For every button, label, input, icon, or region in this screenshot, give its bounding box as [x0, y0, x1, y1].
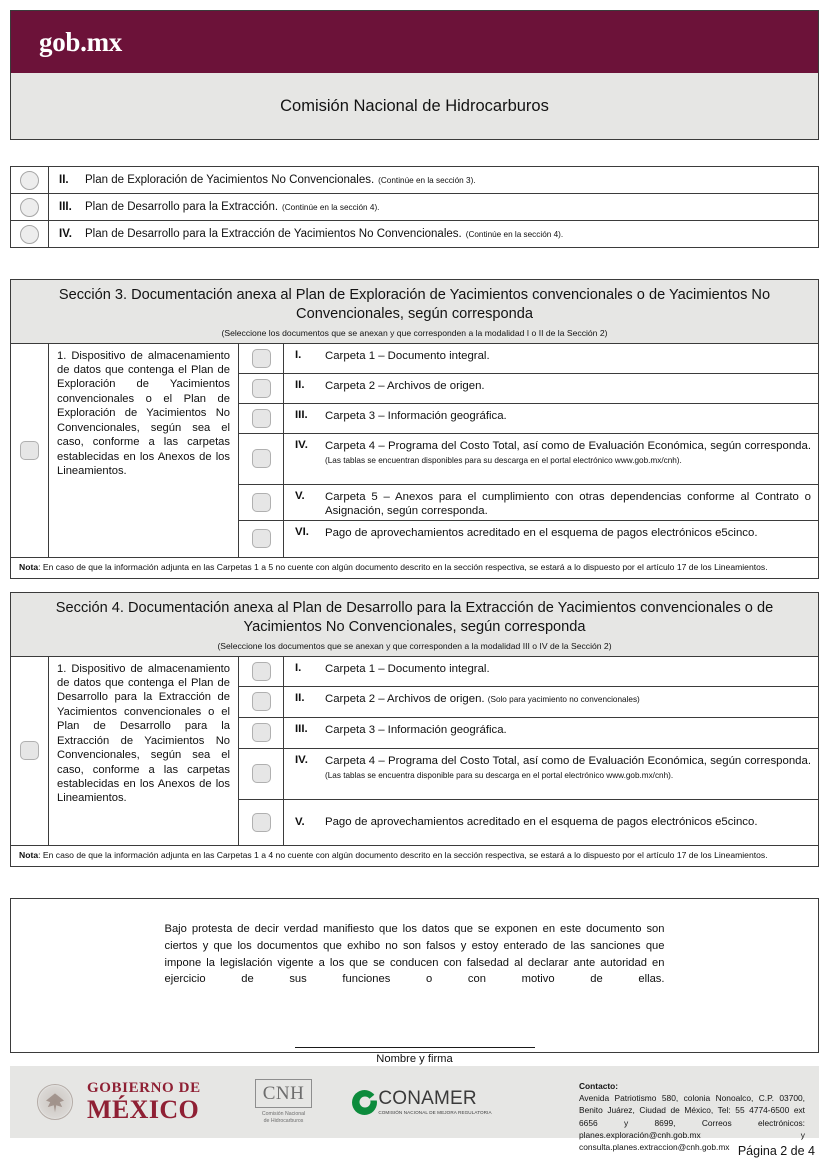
- modality-checkbox-cell-iv[interactable]: [11, 221, 49, 247]
- note-label: Nota: [19, 561, 39, 572]
- modality-numeral: II.: [59, 174, 69, 186]
- list-item[interactable]: [239, 657, 818, 687]
- item-numeral: V.: [295, 489, 305, 502]
- signature-label: Nombre y firma: [376, 1053, 453, 1066]
- modality-row-ii[interactable]: [11, 167, 818, 194]
- note-text: : En caso de que la información adjunta en las Carpetas 1 a 5 no cuente con algún documento descrito en la sección respectiva, se estará a lo dispuesto por el artículo 17 de los Lineamientos.: [38, 561, 768, 572]
- item-label: Carpeta 4 – Programa del Costo Total, así como de Evaluación Económica, según corresponda.: [325, 754, 811, 767]
- section-4-items-list: [239, 657, 818, 845]
- checkbox-square-icon[interactable]: [252, 409, 271, 428]
- checkbox-square-icon[interactable]: [252, 529, 271, 548]
- item-numeral: IV.: [295, 438, 308, 451]
- item-body: [284, 657, 818, 686]
- item-note: (Las tablas se encuentran disponibles para su descarga en el portal electrónico www.gob.mx/cnh).: [325, 456, 682, 466]
- section-4-subtitle: (Seleccione los documentos que se anexan y que corresponden a la modalidad III o IV de la Sección 2): [217, 640, 612, 651]
- note-text: : En caso de que la información adjunta en las Carpetas 1 a 4 no cuente con algún documento descrito en la sección respectiva, se estará a lo dispuesto por el artículo 17 de los Lineamientos.: [38, 849, 768, 860]
- gobierno-line2: MÉXICO: [87, 1095, 200, 1125]
- contact-text: Avenida Patriotismo 580, colonia Nonoalco, C.P. 03700, Benito Juárez, Ciudad de México, Tel: 55 4774-6500 ext 6656 y 8699, Correos electrónicos: planes.exploración@cnh.gob.mx y consulta.planes.extraccion@cnh.gob.mx: [579, 1093, 805, 1152]
- item-checkbox-cell[interactable]: [239, 485, 284, 520]
- conamer-text: [378, 1089, 491, 1115]
- note-label: Nota: [19, 849, 39, 860]
- cnh-subtitle-line2: de Hidrocarburos: [263, 1118, 304, 1125]
- item-label: Pago de aprovechamientos acreditado en el esquema de pagos electrónicos e5cinco.: [325, 815, 758, 828]
- list-item[interactable]: [239, 344, 818, 374]
- modality-label: Plan de Desarrollo para la Extracción de Yacimientos No Convencionales.: [85, 228, 462, 240]
- item-body: [284, 687, 818, 717]
- agency-title-bar: [11, 73, 818, 139]
- section-3-body: [11, 344, 818, 557]
- checkbox-square-icon[interactable]: [252, 662, 271, 681]
- list-item[interactable]: [239, 434, 818, 485]
- mexican-coat-of-arms-icon: [32, 1079, 78, 1125]
- list-item[interactable]: [239, 749, 818, 800]
- item-checkbox-cell[interactable]: [239, 687, 284, 717]
- item-body: [284, 374, 818, 403]
- item-checkbox-cell[interactable]: [239, 344, 284, 373]
- item-numeral: VI.: [295, 525, 309, 538]
- item-checkbox-cell[interactable]: [239, 718, 284, 748]
- item-label-wrap: [325, 439, 811, 479]
- conamer-subtitle: COMISIÓN NACIONAL DE MEJORA REGULATORIA: [378, 1110, 492, 1116]
- item-body: [284, 344, 818, 373]
- item-checkbox-cell[interactable]: [239, 657, 284, 686]
- list-item[interactable]: [239, 687, 818, 718]
- modality-row-iv[interactable]: [11, 221, 818, 247]
- item-note: (Las tablas se encuentra disponible para su descarga en el portal electrónico www.gob.mx/cnh).: [325, 771, 674, 781]
- modality-label: Plan de Desarrollo para la Extracción.: [85, 201, 279, 213]
- section-4-note: [11, 845, 818, 867]
- item-numeral: III.: [295, 722, 308, 735]
- modality-body-iv: [49, 221, 818, 247]
- modality-options-table: [10, 166, 819, 248]
- item-checkbox-cell[interactable]: [239, 521, 284, 557]
- item-numeral: I.: [295, 348, 302, 361]
- item-label: Carpeta 2 – Archivos de origen.: [325, 379, 485, 392]
- section-3-header: [11, 280, 818, 344]
- page-number: Página 2 de 4: [737, 1144, 815, 1158]
- checkbox-square-icon[interactable]: [252, 813, 271, 832]
- modality-note: (Continúe en la sección 4).: [465, 229, 564, 239]
- item-numeral: II.: [295, 378, 305, 391]
- section-3-note: [11, 557, 818, 579]
- checkbox-square-icon[interactable]: [252, 349, 271, 368]
- section-3-title: Sección 3. Documentación anexa al Plan de Exploración de Yacimientos convencionales o de Yacimientos No Convencionales, según corresponda: [58, 287, 771, 323]
- cnh-logo: [255, 1079, 313, 1125]
- modality-label: Plan de Exploración de Yacimientos No Convencionales.: [85, 174, 375, 186]
- conamer-name: CONAMER: [378, 1088, 477, 1110]
- checkbox-square-icon[interactable]: [252, 379, 271, 398]
- checkbox-square-icon[interactable]: [252, 764, 271, 783]
- gobmx-brand-bar: [11, 11, 818, 73]
- item-body: [284, 800, 818, 845]
- cnh-subtitle-line1: Comisión Nacional: [261, 1111, 306, 1117]
- list-item[interactable]: [239, 718, 818, 749]
- item-note: (Solo para yacimiento no convencionales): [487, 694, 640, 704]
- checkbox-square-icon[interactable]: [20, 441, 39, 460]
- item-checkbox-cell[interactable]: [239, 800, 284, 845]
- checkbox-square-icon[interactable]: [252, 692, 271, 711]
- item-body: [284, 485, 818, 520]
- modality-numeral: III.: [59, 201, 72, 213]
- modality-note: (Continúe en la sección 3).: [378, 175, 476, 185]
- signature-line: [295, 1047, 535, 1049]
- agency-title: Comisión Nacional de Hidrocarburos: [280, 96, 549, 115]
- item-body: [284, 749, 818, 799]
- checkbox-circle-icon[interactable]: [20, 225, 39, 244]
- item-label-wrap: [325, 754, 811, 794]
- modality-body-iii: [49, 194, 818, 220]
- item-label: Carpeta 1 – Documento integral.: [325, 662, 490, 675]
- section-3: [10, 279, 819, 579]
- cnh-logo-box: [255, 1079, 313, 1108]
- item-label: Carpeta 4 – Programa del Costo Total, así como de Evaluación Económica, según corresponda.: [325, 439, 811, 452]
- list-item[interactable]: [239, 485, 818, 521]
- modality-numeral: IV.: [59, 228, 73, 240]
- section-4-header: [11, 593, 818, 657]
- checkbox-square-icon[interactable]: [252, 493, 271, 512]
- section-4-body: [11, 657, 818, 845]
- modality-note: (Continúe en la sección 4).: [282, 202, 380, 212]
- item-body: [284, 521, 818, 557]
- section-4-main-checkbox-cell[interactable]: [11, 657, 49, 845]
- checkbox-circle-icon[interactable]: [20, 171, 39, 190]
- section-4: [10, 592, 819, 867]
- footer-logos: [10, 1066, 571, 1138]
- list-item[interactable]: [239, 374, 818, 404]
- cnh-subtitle: [255, 1111, 313, 1125]
- contact-label: Contacto:: [579, 1081, 619, 1091]
- section-3-subtitle: (Seleccione los documentos que se anexan y que corresponden a la modalidad I o II de la Sección 2): [221, 327, 608, 338]
- item-checkbox-cell[interactable]: [239, 749, 284, 799]
- item-checkbox-cell[interactable]: [239, 434, 284, 484]
- declaration-block: [10, 898, 819, 1066]
- item-body: [284, 404, 818, 433]
- item-numeral: III.: [295, 408, 308, 421]
- modality-checkbox-cell-ii[interactable]: [11, 167, 49, 193]
- declaration-text: Bajo protesta de decir verdad manifiesto que los datos que se exponen en este documento son ciertos y que los documentos que exhibo no son falsos y estoy enterado de las sanciones que impone la legislación vigente a los que se conducen con falsedad al declarar ante autoridad en ejercicio de sus funciones o con motivo de ellas.: [164, 923, 665, 986]
- item-numeral: I.: [295, 661, 302, 674]
- list-item[interactable]: [239, 521, 818, 557]
- item-label: Carpeta 1 – Documento integral.: [325, 349, 490, 362]
- item-body: [284, 718, 818, 748]
- cnh-letters: CNH: [262, 1083, 305, 1104]
- item-checkbox-cell[interactable]: [239, 404, 284, 433]
- modality-row-iii[interactable]: [11, 194, 818, 221]
- signature-area: [295, 1047, 535, 1065]
- item-label: Carpeta 5 – Anexos para el cumplimiento con otras dependencias conforme al Contrato o Asignación, según corresponda.: [325, 490, 811, 518]
- item-label-wrap: [325, 692, 811, 712]
- gobierno-line1: GOBIERNO DE: [87, 1080, 201, 1097]
- item-checkbox-cell[interactable]: [239, 374, 284, 403]
- item-label: Carpeta 3 – Información geográfica.: [325, 723, 507, 736]
- section-3-items-list: [239, 344, 818, 557]
- list-item[interactable]: [239, 404, 818, 434]
- section-3-main-checkbox-cell[interactable]: [11, 344, 49, 557]
- section-4-description: 1. Dispositivo de almacenamiento de datos que contenga el Plan de Desarrollo para la Extracción de Yacimientos convencionales o el Plan de Desarrollo para la Extracción de Yacimientos No Convencionales, según sea el caso, conforme a las carpetas establecidas en los Anexos de los Lineamientos.: [49, 657, 239, 845]
- item-numeral: II.: [295, 691, 305, 704]
- checkbox-square-icon[interactable]: [252, 723, 271, 742]
- item-numeral: IV.: [295, 753, 308, 766]
- gobmx-logo-text: gob.mx: [39, 26, 122, 57]
- item-numeral: V.: [295, 816, 305, 828]
- conamer-logo: [352, 1089, 491, 1115]
- document-header: [10, 10, 819, 140]
- gobierno-de-mexico-logo: [87, 1081, 201, 1123]
- section-3-description: 1. Dispositivo de almacenamiento de datos que contenga el Plan de Exploración de Yacimientos convencionales o el Plan de Exploración de Yacimientos No Convencionales, según sea el caso, conforme a las carpetas establecidas en los Anexos de los Lineamientos.: [49, 344, 239, 557]
- conamer-mark-icon: [352, 1090, 377, 1115]
- item-label: Carpeta 2 – Archivos de origen.: [325, 692, 485, 705]
- section-4-title: Sección 4. Documentación anexa al Plan de Desarrollo para la Extracción de Yacimientos convencionales o de Yacimientos No Convencionales, según corresponda: [55, 600, 774, 636]
- item-label: Carpeta 3 – Información geográfica.: [325, 409, 507, 422]
- checkbox-square-icon[interactable]: [252, 449, 271, 468]
- checkbox-square-icon[interactable]: [20, 741, 39, 760]
- item-label: Pago de aprovechamientos acreditado en el esquema de pagos electrónicos e5cinco.: [325, 526, 758, 539]
- item-body: [284, 434, 818, 484]
- modality-body-ii: [49, 167, 818, 193]
- modality-checkbox-cell-iii[interactable]: [11, 194, 49, 220]
- checkbox-circle-icon[interactable]: [20, 198, 39, 217]
- list-item[interactable]: [239, 800, 818, 845]
